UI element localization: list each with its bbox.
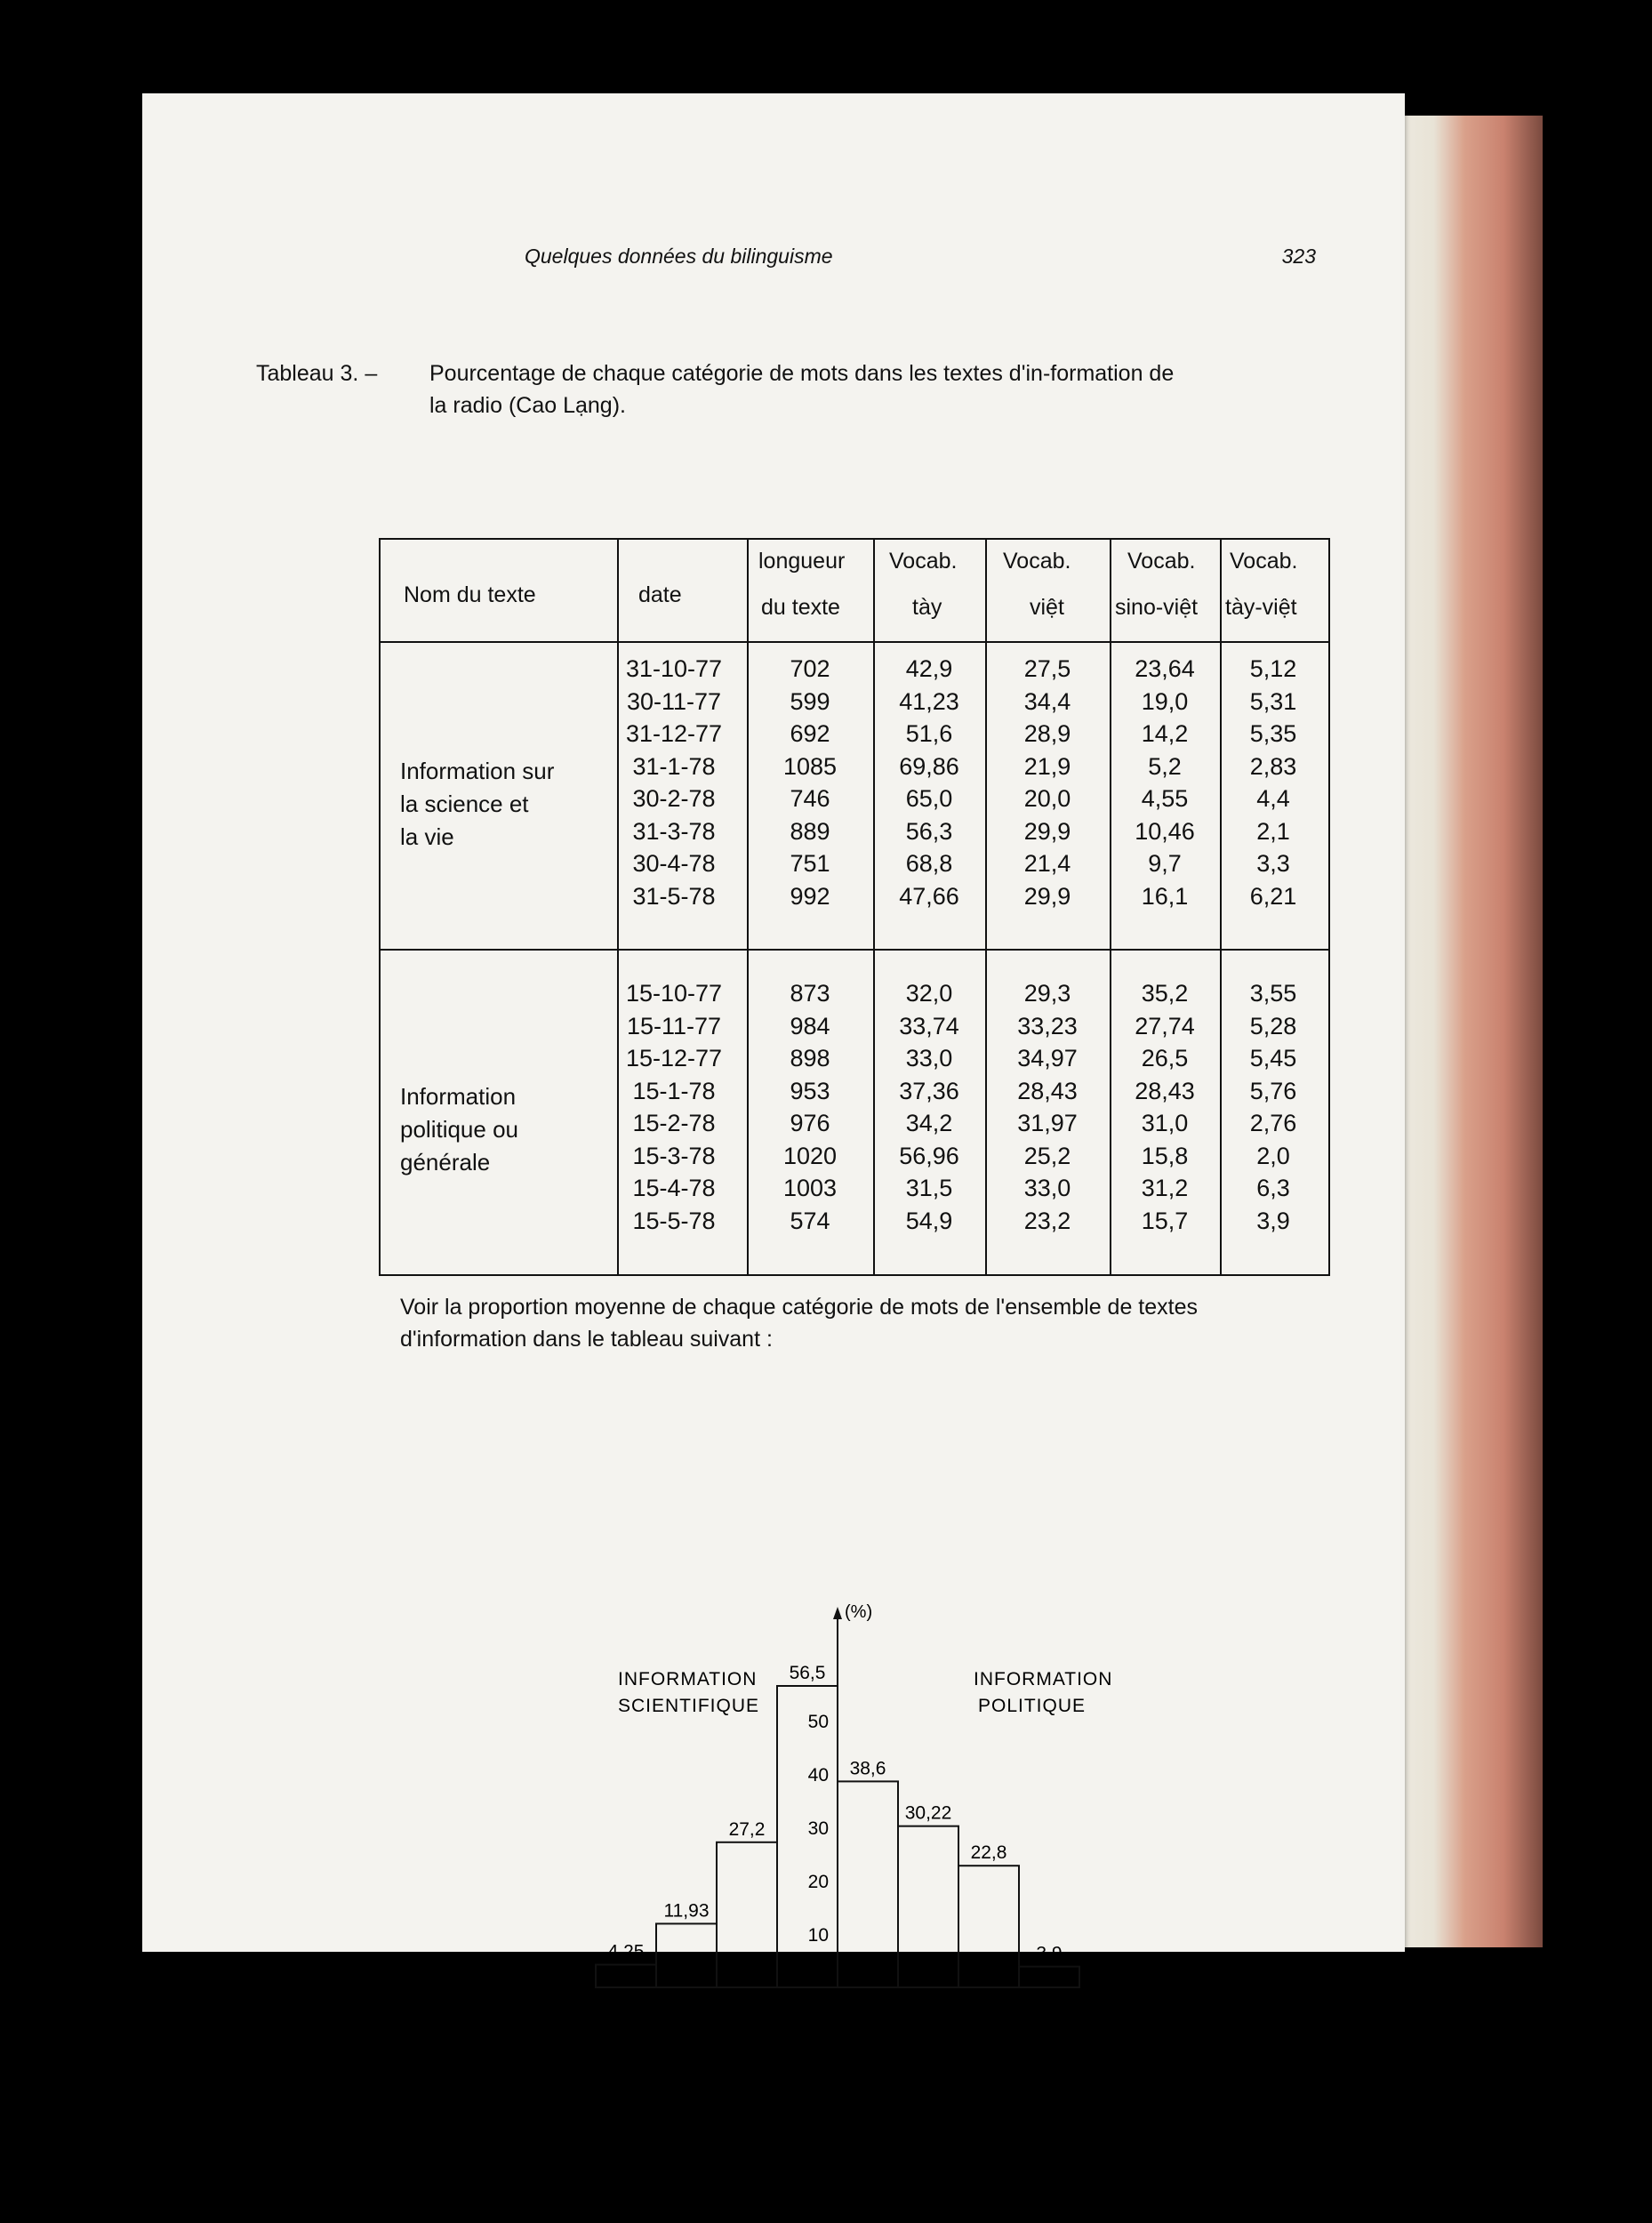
table-cell-tayviet: 2,76 — [1249, 1110, 1297, 1136]
table-cell-date: 15-3-78 — [632, 1142, 716, 1169]
table-cell-sino: 15,8 — [1141, 1142, 1189, 1169]
category-label: tày — [1037, 2024, 1062, 2043]
group-label-line: la science et — [400, 790, 529, 817]
y-tick-label: 10 — [807, 1925, 829, 1946]
group-label — [400, 755, 554, 854]
header-date: date — [638, 582, 682, 607]
table-cell-tay: 42,9 — [905, 655, 953, 682]
table-cell-sino: 14,2 — [1141, 720, 1189, 747]
table-cell-viet: 20,0 — [1023, 785, 1071, 812]
table-cell-tayviet: 6,21 — [1249, 882, 1297, 910]
bar-value-label: 38,6 — [849, 1758, 886, 1779]
category-label: sino- — [969, 2001, 1008, 2020]
table-cell-longueur: 1020 — [782, 1142, 838, 1169]
table-header-divider — [381, 641, 1328, 643]
table-cell-tayviet: 5,76 — [1249, 1077, 1297, 1104]
header-longueur-1: longueur — [758, 549, 846, 574]
table-cell-date: 31-5-78 — [632, 882, 716, 910]
table-cell-tay: 68,8 — [905, 850, 953, 877]
category-label: việt — [914, 2024, 942, 2043]
table-cell-longueur: 1003 — [782, 1175, 838, 1201]
category-label: pur — [734, 2001, 760, 2020]
table-cell-viet: 25,2 — [1023, 1142, 1071, 1169]
table-cell-sino: 15,7 — [1141, 1207, 1189, 1234]
table-cell-sino: 23,64 — [1135, 655, 1195, 682]
bar — [596, 1965, 656, 1988]
group-title: SCIENTIFIQUE — [618, 1696, 760, 1716]
y-tick-label: 20 — [807, 1872, 829, 1892]
bar — [838, 1781, 898, 1987]
group-label-line: politique ou — [400, 1116, 518, 1143]
table-cell-sino: 35,2 — [1141, 980, 1189, 1007]
category-label: tày — [613, 2024, 638, 2043]
header-longueur-2: du texte — [761, 595, 840, 620]
bar — [898, 1826, 958, 1987]
data-table — [379, 538, 1330, 1276]
table-cell-tayviet: 5,28 — [1249, 1012, 1297, 1039]
table-cell-sino: 31,2 — [1141, 1175, 1189, 1201]
table-cell-date: 31-12-77 — [625, 720, 723, 747]
caption-text: Pourcentage de chaque catégorie de mots dans les textes d'in-formation de la radio (Cao Lạng). — [429, 361, 1175, 418]
page-number: 323 — [1281, 245, 1316, 268]
table-cell-viet: 29,9 — [1023, 882, 1071, 910]
header-tayviet-1: Vocab. — [1230, 549, 1298, 574]
table-cell-viet: 29,9 — [1023, 817, 1071, 845]
bar — [1019, 1967, 1079, 1987]
bar-value-label: 56,5 — [789, 1663, 826, 1683]
category-label: việt- — [1032, 2001, 1066, 2020]
table-cell-tay: 37,36 — [899, 1077, 959, 1104]
table-cell-longueur: 702 — [790, 655, 830, 682]
bar-chart — [533, 1602, 1245, 2043]
category-label: pur — [915, 2001, 942, 2020]
table-cell-date: 15-11-77 — [626, 1012, 722, 1039]
table-cell-date: 30-11-77 — [626, 687, 722, 715]
running-head — [525, 245, 1316, 280]
header-viet-1: Vocab. — [1003, 549, 1071, 574]
book-page-edges — [1387, 116, 1543, 1947]
table-cell-viet: 29,3 — [1023, 980, 1071, 1007]
table-cell-viet: 28,43 — [1017, 1077, 1078, 1104]
table-cell-longueur: 599 — [790, 687, 830, 715]
table-cell-viet: 21,9 — [1023, 752, 1071, 780]
group-label-line: Information — [400, 1083, 517, 1110]
table-cell-date: 15-4-78 — [632, 1175, 716, 1201]
table-cell-longueur: 898 — [790, 1045, 830, 1071]
y-tick-label: 50 — [807, 1712, 829, 1732]
header-sino-2: sino-việt — [1115, 595, 1199, 620]
table-cell-date: 31-1-78 — [632, 752, 716, 780]
table-cell-date: 15-2-78 — [632, 1110, 716, 1136]
table-cell-longueur: 992 — [790, 882, 830, 910]
category-label: việt- — [609, 2001, 643, 2020]
group-title: INFORMATION — [974, 1669, 1113, 1689]
table-cell-longueur: 984 — [790, 1012, 830, 1039]
category-label: việt — [733, 2024, 761, 2043]
table-cell-tay: 51,6 — [905, 720, 953, 747]
table-cell-tay: 47,66 — [899, 882, 959, 910]
table-cell-tayviet: 2,0 — [1256, 1142, 1290, 1169]
table-cell-tay: 54,9 — [905, 1207, 953, 1234]
table-cell-date: 30-4-78 — [632, 850, 716, 877]
table-cell-tay: 65,0 — [905, 785, 953, 812]
table-cell-sino: 27,74 — [1135, 1012, 1195, 1039]
category-label: tày — [795, 2024, 820, 2043]
table-cell-tay: 31,5 — [905, 1175, 953, 1201]
header-viet-2: việt — [1030, 595, 1064, 620]
table-cell-longueur: 574 — [790, 1207, 830, 1234]
table-cell-tayviet: 3,55 — [1249, 980, 1297, 1007]
y-axis-arrow — [833, 1607, 842, 1619]
table-cell-tay: 33,74 — [899, 1012, 959, 1039]
table-cell-longueur: 692 — [790, 720, 830, 747]
header-nom: Nom du texte — [404, 582, 536, 607]
table-cell-date: 15-5-78 — [632, 1207, 716, 1234]
table-cell-date: 15-12-77 — [625, 1045, 723, 1071]
table-cell-tayviet: 5,35 — [1249, 720, 1297, 747]
table-cell-viet: 31,97 — [1017, 1110, 1078, 1136]
bar-value-label: 30,22 — [904, 1802, 952, 1824]
table-cell-sino: 26,5 — [1141, 1045, 1189, 1071]
table-cell-tay: 34,2 — [905, 1110, 953, 1136]
table-cell-sino: 16,1 — [1141, 882, 1189, 910]
category-label: sino- — [667, 2001, 706, 2020]
bar-value-label: 4,25 — [607, 1941, 645, 1962]
caption-label: Tableau 3. – — [256, 361, 378, 386]
header-tay-1: Vocab. — [889, 549, 958, 574]
table-cell-tay: 69,86 — [899, 752, 959, 780]
table-cell-viet: 34,4 — [1023, 687, 1071, 715]
table-cell-viet: 27,5 — [1023, 655, 1071, 682]
group-title: POLITIQUE — [978, 1696, 1087, 1716]
table-cell-tayviet: 4,4 — [1256, 785, 1290, 812]
table-cell-tay: 32,0 — [905, 980, 953, 1007]
table-cell-date: 31-3-78 — [632, 817, 716, 845]
header-tay-2: tày — [912, 595, 942, 620]
table-cell-sino: 28,43 — [1135, 1077, 1195, 1104]
table-cell-viet: 23,2 — [1023, 1207, 1071, 1234]
table-cell-longueur: 873 — [790, 980, 830, 1007]
table-cell-longueur: 976 — [790, 1110, 830, 1136]
book-page — [142, 93, 1405, 2043]
bar-value-label: 27,2 — [728, 1818, 766, 1840]
table-cell-viet: 21,4 — [1023, 850, 1071, 877]
group-label — [400, 1080, 518, 1179]
group-label-line: Information sur — [400, 758, 555, 784]
table-cell-sino: 5,2 — [1148, 752, 1182, 780]
table-cell-tayviet: 2,83 — [1249, 752, 1297, 780]
group-title: INFORMATION — [618, 1669, 758, 1689]
table-cell-tay: 33,0 — [905, 1045, 953, 1071]
table-cell-viet: 33,23 — [1017, 1012, 1078, 1039]
table-cell-tay: 56,96 — [899, 1142, 959, 1169]
table-cell-tayviet: 5,12 — [1249, 655, 1297, 682]
running-head-title: Quelques données du bilinguisme — [525, 245, 833, 268]
category-label: tày — [855, 2024, 880, 2043]
bar — [958, 1866, 1019, 1987]
table-cell-longueur: 746 — [790, 785, 830, 812]
table-cell-sino: 19,0 — [1141, 687, 1189, 715]
table-cell-viet: 28,9 — [1023, 720, 1071, 747]
bar — [717, 1842, 777, 1987]
group-label-line: générale — [400, 1149, 491, 1176]
table-cell-sino: 9,7 — [1148, 850, 1182, 877]
table-cell-sino: 31,0 — [1141, 1110, 1189, 1136]
group-label-line: la vie — [400, 823, 454, 850]
table-cell-tay: 41,23 — [899, 687, 959, 715]
table-cell-date: 15-10-77 — [625, 980, 723, 1007]
y-tick-label: 40 — [807, 1765, 829, 1786]
table-cell-tayviet: 3,3 — [1256, 850, 1290, 877]
table-cell-sino: 4,55 — [1141, 785, 1189, 812]
category-label: việt — [672, 2024, 701, 2043]
body-paragraph: Voir la proportion moyenne de chaque catégorie de mots de l'ensemble de textes d'information dans le tableau suivant : — [400, 1295, 1198, 1352]
table-cell-date: 15-1-78 — [632, 1077, 716, 1104]
table-cell-tayviet: 5,31 — [1249, 687, 1297, 715]
header-tayviet-2: tày-việt — [1225, 595, 1297, 620]
table-cell-longueur: 751 — [790, 850, 830, 877]
bar-value-label: 3,9 — [1036, 1943, 1063, 1964]
table-cell-tayviet: 2,1 — [1256, 817, 1290, 845]
bar-value-label: 11,93 — [663, 1900, 710, 1922]
table-group-divider — [381, 949, 1328, 951]
table-cell-viet: 33,0 — [1023, 1175, 1071, 1201]
table-cell-longueur: 1085 — [782, 752, 838, 780]
category-label: pur — [794, 2001, 821, 2020]
header-sino-1: Vocab. — [1127, 549, 1196, 574]
category-label: việt — [974, 2024, 1003, 2043]
table-cell-date: 30-2-78 — [632, 785, 716, 812]
y-axis-label: (%) — [845, 1602, 873, 1622]
table-cell-tay: 56,3 — [905, 817, 953, 845]
table-cell-tayviet: 3,9 — [1256, 1207, 1290, 1234]
table-cell-tayviet: 6,3 — [1256, 1175, 1290, 1201]
bar-value-label: 22,8 — [970, 1842, 1007, 1864]
table-cell-tayviet: 5,45 — [1249, 1045, 1297, 1071]
y-tick-label: 30 — [807, 1818, 829, 1839]
table-cell-longueur: 953 — [790, 1077, 830, 1104]
table-cell-date: 31-10-77 — [625, 655, 723, 682]
table-cell-longueur: 889 — [790, 817, 830, 845]
category-label: pur — [854, 2001, 881, 2020]
table-cell-sino: 10,46 — [1135, 817, 1195, 845]
table-cell-viet: 34,97 — [1017, 1045, 1078, 1071]
bar — [656, 1923, 717, 1987]
